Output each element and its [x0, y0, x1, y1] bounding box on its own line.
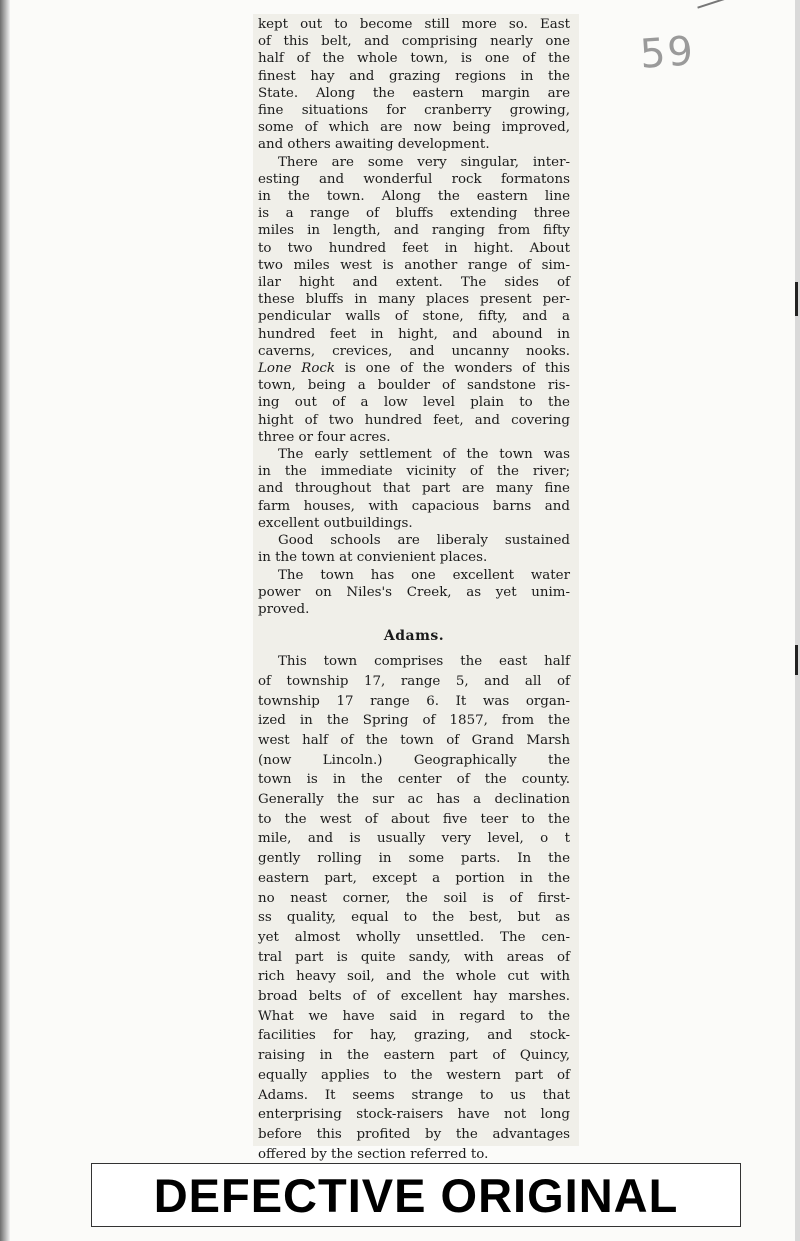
text-line: and throughout that part are many fine	[258, 481, 570, 497]
text-line: rich heavy soil, and the whole cut with	[258, 969, 570, 985]
text-line: of this belt, and comprising nearly one	[258, 34, 570, 50]
scan-left-edge	[0, 0, 10, 1241]
scan-edge-mark	[795, 645, 798, 675]
text-line: town, being a boulder of sandstone ris-	[258, 378, 570, 394]
text-line: What we have said in regard to the	[258, 1008, 570, 1024]
stamp-label: DEFECTIVE ORIGINAL	[153, 1168, 679, 1222]
text-line: in the immediate vicinity of the river;	[258, 464, 570, 480]
text-line: some of which are now being improved,	[258, 120, 570, 136]
text-line: of township 17, range 5, and all of	[258, 673, 570, 689]
paragraph-early-settlement	[258, 446, 570, 532]
text-line: mile, and is usually very level, o t	[258, 831, 570, 847]
text-line: farm houses, with capacious barns and	[258, 498, 570, 514]
text-line: to two hundred feet in hight. About	[258, 240, 570, 256]
text-line: town is in the center of the county.	[258, 772, 570, 788]
text-line: excellent outbuildings.	[258, 515, 413, 531]
text-line: kept out to become still more so. East	[258, 17, 570, 32]
text-line: finest hay and grazing regions in the	[258, 68, 570, 84]
text-line: in the town. Along the eastern line	[258, 189, 570, 205]
text-line: This town comprises the east half	[278, 654, 570, 670]
text-line: gently rolling in some parts. In the	[258, 851, 570, 867]
text-line: facilities for hay, grazing, and stock-	[258, 1028, 570, 1044]
text-line: broad belts of of excellent hay marshes.	[258, 989, 570, 1005]
text-line: equally applies to the western part of	[258, 1067, 570, 1083]
text-line: miles in length, and ranging from fifty	[258, 223, 570, 239]
text-line: pendicular walls of stone, fifty, and a	[258, 309, 570, 325]
paragraph-adams	[258, 652, 570, 1164]
text-line: ing out of a low level plain to the	[258, 395, 570, 411]
text-line: offered by the section referred to.	[258, 1146, 489, 1162]
paragraph-hay-regions	[258, 16, 570, 154]
lone-rock-name: Lone Rock	[258, 361, 335, 377]
text-line: three or four acres.	[258, 429, 391, 445]
text-line: no neast corner, the soil is of first-	[258, 890, 570, 906]
text-line: There are some very singular, inter-	[278, 154, 570, 170]
text-line: raising in the eastern part of Quincy,	[258, 1048, 570, 1064]
handwritten-page-number: 59	[638, 28, 697, 78]
article-upper-section	[258, 16, 570, 618]
text-line: before this profited by the advantages	[258, 1126, 570, 1142]
text-line: State. Along the eastern margin are	[258, 85, 570, 101]
text-line: Good schools are liberaly sustained	[278, 533, 570, 549]
text-line: ized in the Spring of 1857, from the	[258, 713, 570, 729]
defective-original-stamp	[91, 1163, 741, 1227]
text-line: to the west of about five teer to the	[258, 811, 570, 827]
text-line: eastern part, except a portion in the	[258, 870, 570, 886]
text-line: ss quality, equal to the best, but as	[258, 910, 570, 926]
text-line: proved.	[258, 601, 310, 617]
text-line: is a range of bluffs extending three	[258, 206, 570, 222]
text-line: ilar hight and extent. The sides of	[258, 275, 570, 291]
section-heading: Adams.	[383, 628, 445, 645]
text-line: two miles west is another range of sim-	[258, 257, 570, 273]
text-line: enterprising stock-raisers have not long	[258, 1107, 570, 1123]
paragraph-rock-formations	[258, 154, 570, 446]
text-line: and others awaiting development.	[258, 137, 490, 153]
text-line: tral part is quite sandy, with areas of	[258, 949, 570, 965]
paragraph-water-power	[258, 567, 570, 619]
scan-edge-mark	[795, 282, 798, 316]
text-line: these bluffs in many places present per-	[258, 292, 570, 308]
paragraph-schools	[258, 532, 570, 566]
text-line: Generally the sur ac has a declination	[258, 792, 570, 808]
text-line: hundred feet in hight, and abound in	[258, 326, 570, 342]
text-line: esting and wonderful rock formatons	[258, 171, 570, 187]
text-line: The early settlement of the town was	[278, 447, 570, 463]
text-line	[258, 360, 570, 377]
text-line: township 17 range 6. It was organ-	[258, 693, 570, 709]
scan-right-edge	[795, 0, 800, 1241]
text-line: hight of two hundred feet, and covering	[258, 412, 570, 428]
text-line: (now Lincoln.) Geographically the	[258, 752, 570, 768]
text-line: caverns, crevices, and uncanny nooks.	[258, 343, 570, 359]
text-line: half of the whole town, is one of the	[258, 51, 570, 67]
text-line: in the town at convienient places.	[258, 550, 488, 566]
lone-rock-rest: is one of the wonders of this	[344, 361, 570, 377]
text-line: west half of the town of Grand Marsh	[258, 732, 570, 748]
text-line: power on Niles's Creek, as yet unim-	[258, 584, 570, 600]
article-column	[258, 16, 570, 1164]
text-line: yet almost wholly unsettled. The cen-	[258, 929, 570, 945]
text-line: The town has one excellent water	[278, 567, 570, 583]
text-line: Adams. It seems strange to us that	[258, 1087, 570, 1103]
text-line: fine situations for cranberry growing,	[258, 103, 570, 119]
